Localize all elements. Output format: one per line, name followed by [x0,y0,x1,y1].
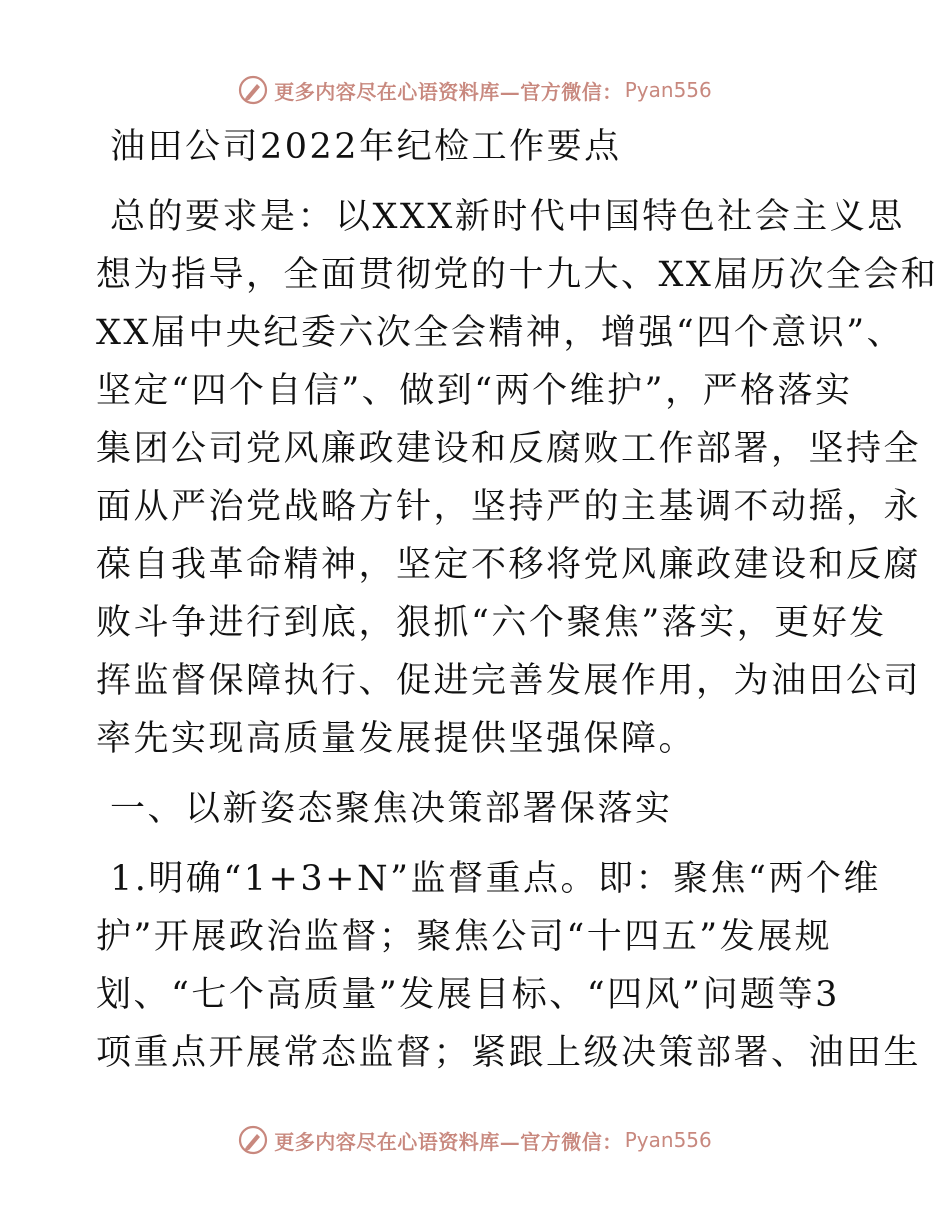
paragraph-line: 护”开展政治监督；聚焦公司“十四五”发展规 [96,917,833,957]
watermark-footer [0,1120,950,1160]
watermark-text: 更多内容尽在心语资料库—官方微信： [274,79,623,104]
paragraph-line: 率先实现高质量发展提供坚强保障。 [96,719,697,759]
watermark-contact: Pyan556 [624,1128,712,1152]
intro-paragraph [96,188,939,768]
section-heading: 一、以新姿态聚焦决策部署保落实 [110,789,673,829]
watermark-header [0,70,950,110]
paragraph-line: XX届中央纪委六次全会精神，增强“四个意识”、 [96,313,905,353]
item-paragraph [96,850,922,1082]
paragraph-line: 划、“七个高质量”发展目标、“四风”问题等3 [96,975,840,1015]
document-title: 油田公司2022年纪检工作要点 [110,127,622,167]
document-body [96,118,939,1082]
paragraph-line: 面从严治党战略方针，坚持严的主基调不动摇，永 [96,487,922,527]
paragraph-line: 集团公司党风廉政建设和反腐败工作部署，坚持全 [96,429,922,469]
watermark-text: 更多内容尽在心语资料库—官方微信： [274,1129,623,1154]
pen-logo-icon [238,1125,268,1155]
paragraph-line: 总的要求是：以XXX新时代中国特色社会主义思 [110,197,905,237]
paragraph-line: 败斗争进行到底，狠抓“六个聚焦”落实，更好发 [96,603,887,643]
pen-logo-icon [238,75,268,105]
paragraph-line: 坚定“四个自信”、做到“两个维护”，严格落实 [96,371,853,411]
paragraph-line: 项重点开展常态监督；紧跟上级决策部署、油田生 [96,1033,922,1073]
watermark-contact: Pyan556 [624,78,712,102]
paragraph-line: 想为指导，全面贯彻党的十九大、XX届历次全会和 [96,255,939,295]
paragraph-line: 葆自我革命精神，坚定不移将党风廉政建设和反腐 [96,545,922,585]
paragraph-line: 1.明确“1+3+N”监督重点。即：聚焦“两个维 [110,859,881,899]
paragraph-line: 挥监督保障执行、促进完善发展作用，为油田公司 [96,661,922,701]
